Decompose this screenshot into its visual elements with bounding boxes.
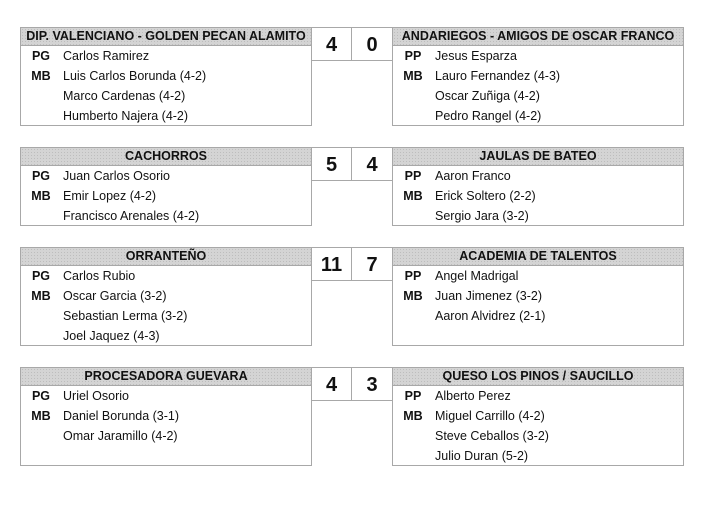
home-score: 5 [312, 147, 352, 181]
batter-row [393, 86, 683, 106]
role-label: PP [404, 389, 422, 403]
player-name: Erick Soltero (2-2) [435, 189, 536, 203]
role-label: PG [31, 169, 51, 183]
home-team-box [20, 247, 312, 346]
away-score: 3 [352, 367, 392, 401]
player-name: Daniel Borunda (3-1) [63, 409, 180, 423]
player-name: Alberto Perez [435, 389, 511, 403]
player-name: Carlos Rubio [63, 269, 136, 283]
pitcher-row [393, 266, 683, 286]
role-label: MB [403, 409, 423, 423]
role-label: PP [404, 49, 422, 63]
home-team-name: CACHORROS [21, 148, 311, 166]
away-team-name: QUESO LOS PINOS / SAUCILLO [393, 368, 683, 386]
pitcher-row [21, 266, 311, 286]
away-score: 4 [352, 147, 392, 181]
batter-row [393, 186, 683, 206]
home-team-box [20, 367, 312, 466]
player-name: Steve Ceballos (3-2) [435, 429, 549, 443]
batter-row [21, 406, 311, 426]
player-name: Oscar Zuñiga (4-2) [435, 89, 540, 103]
away-team-box [392, 147, 684, 226]
batter-row [21, 426, 311, 446]
batter-row [21, 66, 311, 86]
batter-row [393, 406, 683, 426]
pitcher-row [21, 166, 311, 186]
player-name: Marco Cardenas (4-2) [63, 89, 186, 103]
role-label: PP [404, 169, 422, 183]
player-name: Miguel Carrillo (4-2) [435, 409, 545, 423]
home-team-name: DIP. VALENCIANO - GOLDEN PECAN ALAMITO [21, 28, 311, 46]
player-name: Aaron Franco [435, 169, 511, 183]
away-team-box [392, 247, 684, 346]
role-label: PG [31, 49, 51, 63]
home-team-box [20, 147, 312, 226]
role-label: MB [31, 409, 51, 423]
player-name: Emir Lopez (4-2) [63, 189, 157, 203]
home-team-name: PROCESADORA GUEVARA [21, 368, 311, 386]
away-team-name: ACADEMIA DE TALENTOS [393, 248, 683, 266]
pitcher-row [393, 166, 683, 186]
home-score: 4 [312, 27, 352, 61]
role-label: PP [404, 269, 422, 283]
batter-row [21, 206, 311, 226]
player-name: Sergio Jara (3-2) [435, 209, 529, 223]
player-name: Uriel Osorio [63, 389, 129, 403]
role-label: MB [31, 289, 51, 303]
role-label: MB [31, 69, 51, 83]
player-name: Aaron Alvidrez (2-1) [435, 309, 546, 323]
pitcher-row [393, 386, 683, 406]
batter-row [21, 326, 311, 346]
role-label: MB [403, 189, 423, 203]
player-name: Pedro Rangel (4-2) [435, 109, 542, 123]
pitcher-row [21, 386, 311, 406]
away-team-name: ANDARIEGOS - AMIGOS DE OSCAR FRANCO [393, 28, 683, 46]
player-name: Lauro Fernandez (4-3) [435, 69, 561, 83]
home-score: 11 [312, 247, 352, 281]
home-score: 4 [312, 367, 352, 401]
role-label: PG [31, 389, 51, 403]
player-name: Carlos Ramirez [63, 49, 150, 63]
player-name: Juan Carlos Osorio [63, 169, 170, 183]
batter-row [21, 186, 311, 206]
batter-row [21, 306, 311, 326]
batter-row [21, 106, 311, 126]
player-name: Joel Jaquez (4-3) [63, 329, 160, 343]
player-name: Angel Madrigal [435, 269, 519, 283]
away-team-name: JAULAS DE BATEO [393, 148, 683, 166]
batter-row [393, 446, 683, 466]
player-name: Sebastian Lerma (3-2) [63, 309, 188, 323]
player-name: Juan Jimenez (3-2) [435, 289, 542, 303]
away-team-box [392, 367, 684, 466]
away-team-box [392, 27, 684, 126]
batter-row [393, 306, 683, 326]
away-score: 7 [352, 247, 392, 281]
batter-row [393, 426, 683, 446]
pitcher-row [393, 46, 683, 66]
batter-row [393, 66, 683, 86]
batter-row [393, 206, 683, 226]
player-name: Jesus Esparza [435, 49, 517, 63]
player-name: Julio Duran (5-2) [435, 449, 529, 463]
player-name: Luis Carlos Borunda (4-2) [63, 69, 207, 83]
batter-row [21, 86, 311, 106]
player-name: Francisco Arenales (4-2) [63, 209, 200, 223]
home-team-box [20, 27, 312, 126]
role-label: MB [31, 189, 51, 203]
player-name: Oscar Garcia (3-2) [63, 289, 167, 303]
home-team-name: ORRANTEÑO [21, 248, 311, 266]
batter-row [393, 106, 683, 126]
player-name: Omar Jaramillo (4-2) [63, 429, 178, 443]
role-label: MB [403, 289, 423, 303]
batter-row [393, 286, 683, 306]
batter-row [21, 286, 311, 306]
role-label: MB [403, 69, 423, 83]
away-score: 0 [352, 27, 392, 61]
role-label: PG [31, 269, 51, 283]
player-name: Humberto Najera (4-2) [63, 109, 189, 123]
pitcher-row [21, 46, 311, 66]
